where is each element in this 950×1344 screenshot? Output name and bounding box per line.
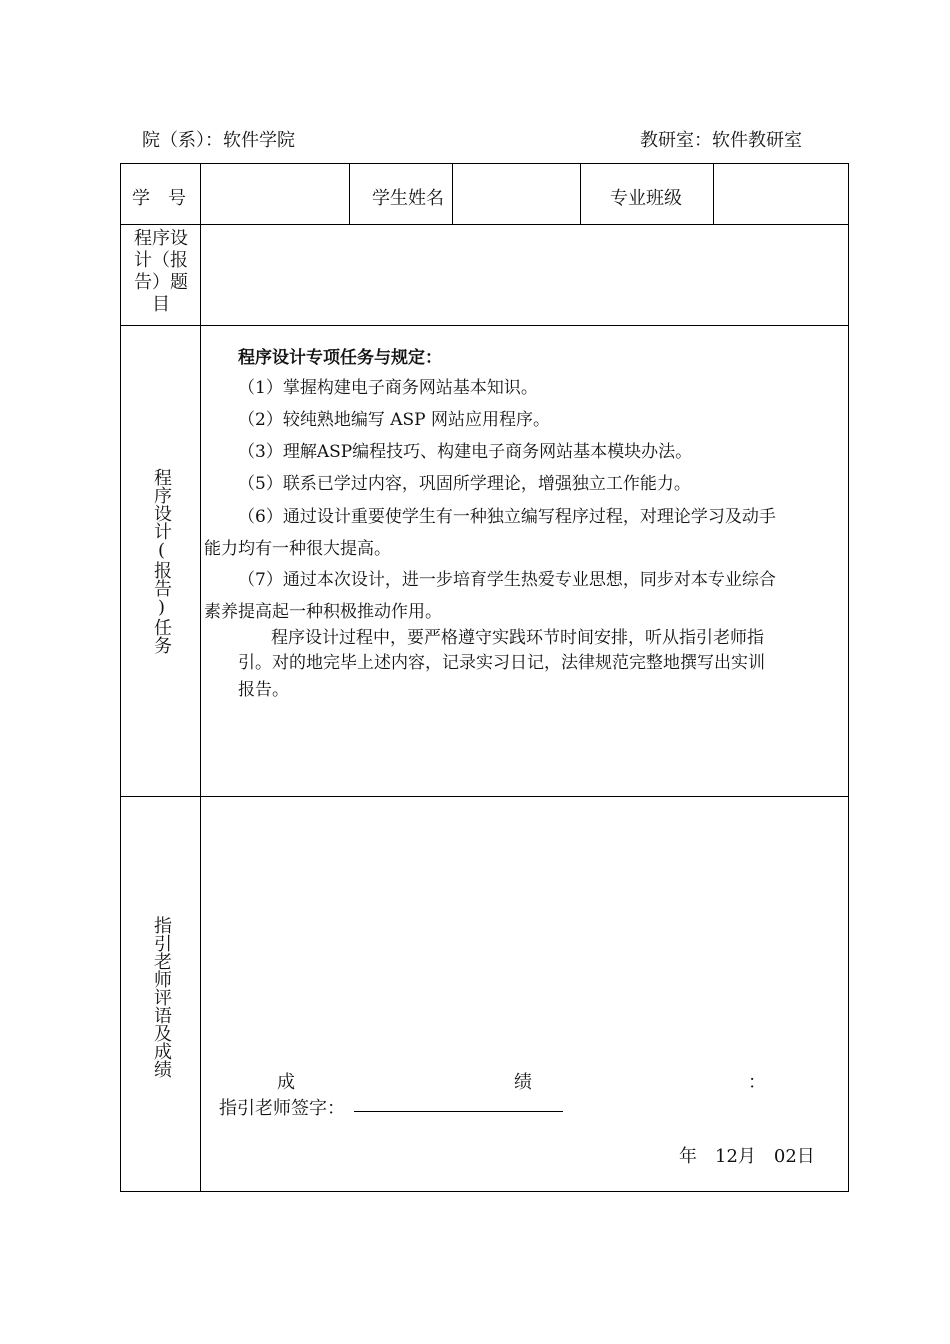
table-border-left	[120, 163, 121, 1192]
grade-colon: ：	[748, 1072, 766, 1093]
task-item-3: （3）理解ASP编程技巧、构建电子商务网站基本模块办法。	[238, 442, 693, 462]
task-item-2: （2）较纯熟地编写 ASP 网站应用程序。	[238, 410, 550, 430]
signature-line[interactable]	[354, 1111, 563, 1112]
task-paragraph-a: 程序设计过程中，要严格遵守实践环节时间安排，听从指引老师指	[271, 628, 764, 648]
major-class-label: 专业班级	[610, 188, 682, 209]
table-border-right	[848, 163, 849, 1192]
task-item-1: （1）掌握构建电子商务网站基本知识。	[238, 378, 538, 398]
evaluation-label: 指引老师评语及成绩	[151, 916, 172, 1078]
row-divider-2	[120, 325, 849, 326]
student-name-field[interactable]	[453, 164, 580, 224]
task-heading: 程序设计专项任务与规定：	[238, 348, 442, 368]
teaching-office-label: 教研室：软件教研室	[640, 130, 802, 151]
row1-divider-a	[349, 163, 350, 225]
task-item-7a: （7）通过本次设计，进一步培育学生热爱专业思想，同步对本专业综合	[238, 570, 776, 590]
signature-label: 指引老师签字：	[219, 1098, 345, 1119]
evaluation-date: 年 12月 02日	[679, 1146, 815, 1167]
task-label: 程序设计(报告)任务	[151, 468, 172, 654]
grade-char-2: 绩	[514, 1072, 532, 1093]
department-label: 院（系）：软件学院	[142, 130, 295, 151]
student-id-field[interactable]	[201, 164, 349, 224]
task-item-7b: 素养提高起一种积极推动作用。	[204, 602, 442, 622]
topic-label: 程序设计（报告）题目	[134, 228, 188, 315]
topic-field[interactable]	[201, 225, 848, 325]
task-item-5: （5）联系已学过内容，巩固所学理论，增强独立工作能力。	[238, 474, 691, 494]
student-name-label: 学生姓名	[372, 188, 444, 209]
table-border-bottom	[120, 1191, 849, 1192]
task-paragraph-b: 引。对的地完毕上述内容，记录实习日记，法律规范完整地撰写出实训	[238, 653, 765, 673]
task-item-6a: （6）通过设计重要使学生有一种独立编写程序过程，对理论学习及动手	[238, 507, 776, 527]
student-id-label: 学 号	[132, 188, 186, 209]
task-item-6b: 能力均有一种很大提高。	[204, 539, 391, 559]
row1-divider-c	[580, 163, 581, 225]
grade-char-1: 成	[277, 1072, 295, 1093]
major-class-field[interactable]	[714, 164, 848, 224]
task-paragraph-c: 报告。	[238, 680, 289, 700]
row-divider-3	[120, 796, 849, 797]
